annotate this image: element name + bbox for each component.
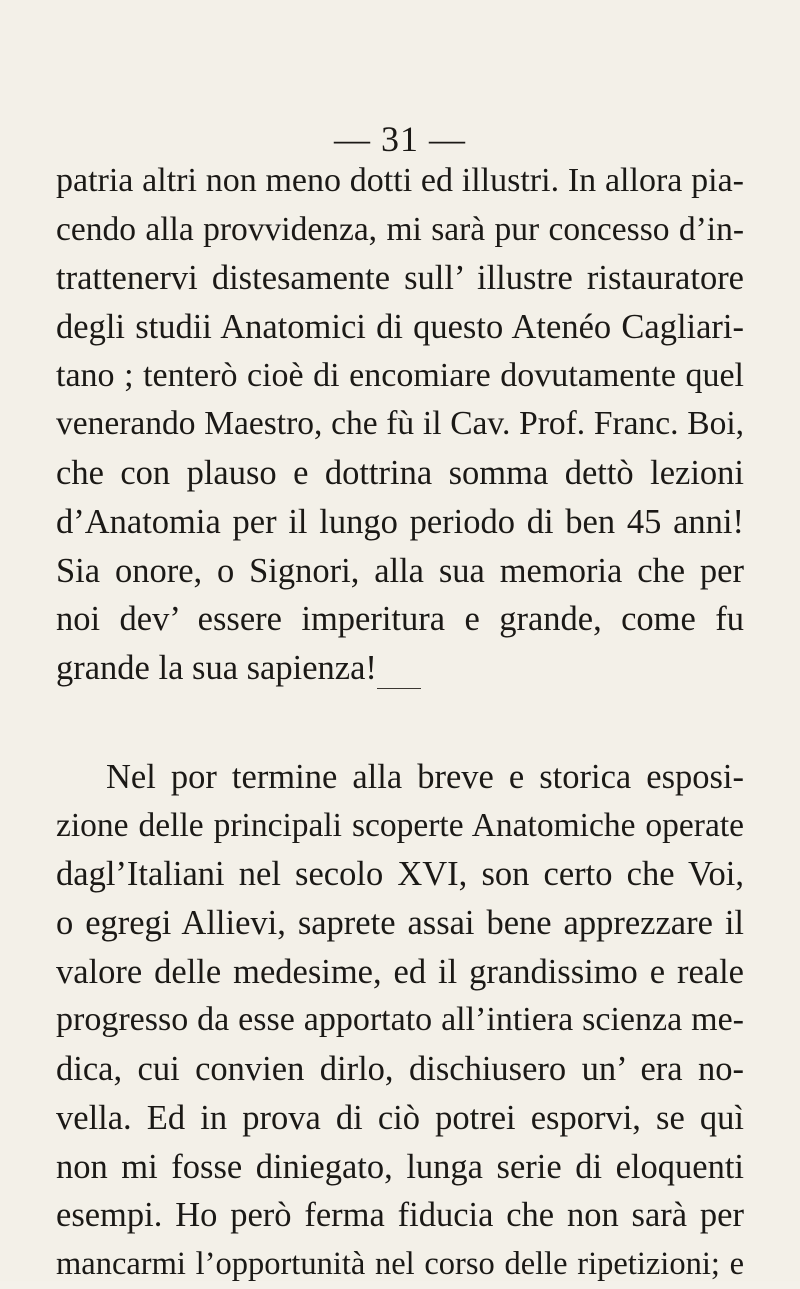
text-line: tano ; tenterò cioè di encomiare dovutamente quel: [56, 356, 744, 394]
text-line: degli studii Anatomici di questo Atenéo Cagliari-: [56, 308, 744, 347]
text-line: cendo alla provvidenza, mi sarà pur concesso d’in-: [56, 210, 744, 248]
text-line: dica, cui convien dirlo, dischiusero un’ era no-: [56, 1050, 744, 1089]
text-line: esempi. Ho però ferma fiducia che non sarà per: [56, 1196, 744, 1235]
text-line: mancarmi l’opportunità nel corso delle ripetizioni; e: [56, 1245, 744, 1282]
text-line: patria altri non meno dotti ed illustri. In allora pia-: [56, 162, 744, 199]
text-line: o egregi Allievi, saprete assai bene apprezzare il: [56, 904, 744, 943]
text-line: dagl’Italiani nel secolo XVI, son certo che Voi,: [56, 855, 744, 894]
paragraph-1: [56, 157, 744, 693]
text-line: trattenervi distesamente sull’ illustre ristauratore: [56, 259, 744, 298]
text-line: venerando Maestro, che fù il Cav. Prof. Franc. Boi,: [56, 405, 744, 443]
page-number: — 31 —: [334, 119, 466, 159]
text-line: noi dev’ essere imperitura e grande, come fu: [56, 600, 744, 639]
paragraph-2: [56, 753, 744, 1289]
text-line: zione delle principali scoperte Anatomiche operate: [56, 806, 744, 844]
text-line: Nel por termine alla breve e storica esposi-: [106, 758, 744, 796]
text-line: valore delle medesime, ed il grandissimo e reale: [56, 952, 744, 991]
section-separator: [377, 688, 421, 689]
text-line: d’Anatomia per il lungo periodo di ben 45 anni!: [56, 502, 744, 541]
text-line: che con plauso e dottrina somma dettò lezioni: [56, 454, 744, 493]
text-line: Sia onore, o Signori, alla sua memoria che per: [56, 551, 744, 590]
text-line: grande la sua sapienza!: [56, 648, 377, 687]
text-line: vella. Ed in prova di ciò potrei esporvi, se quì: [56, 1098, 744, 1137]
text-line: non mi fosse diniegato, lunga serie di eloquenti: [56, 1147, 744, 1186]
text-line: progresso da esse apportato all’intiera scienza me-: [56, 1001, 744, 1039]
